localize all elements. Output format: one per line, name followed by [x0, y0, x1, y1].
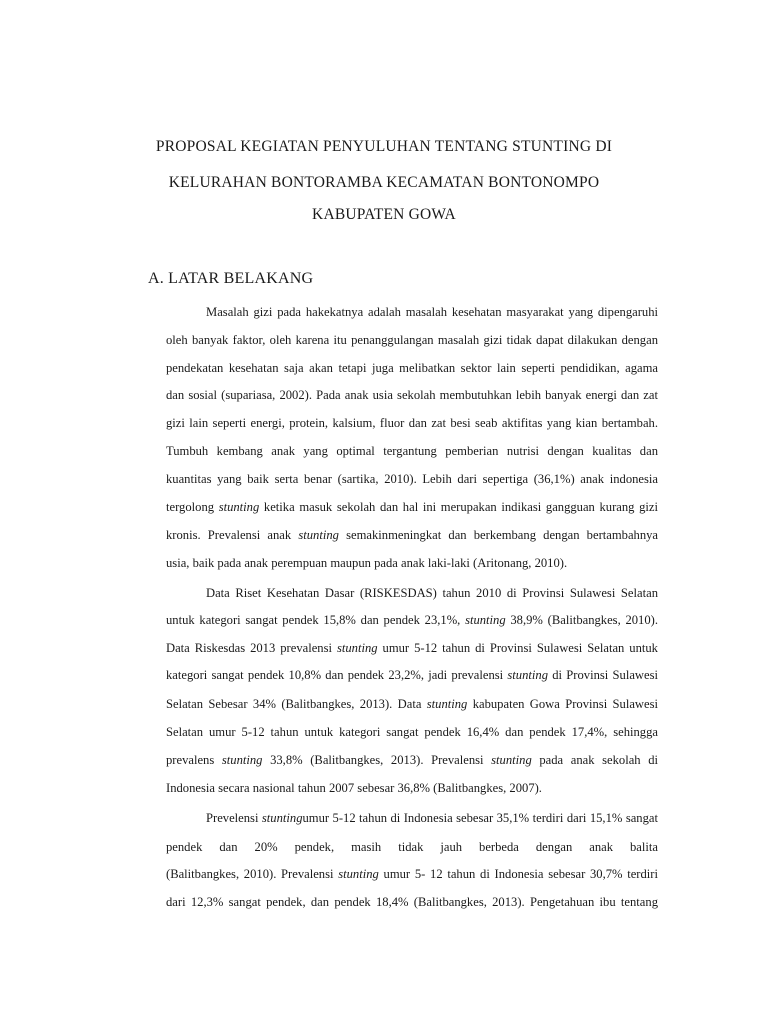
text-run: semakinmeningkat dan berkembang dengan bertambahnya: [338, 528, 659, 542]
text-run: tergolong: [166, 500, 219, 514]
paragraph-line: [166, 612, 658, 628]
text-run: Data Riskesdas 2013 prevalensi: [166, 641, 337, 655]
text-run: di Provinsi Sulawesi: [548, 668, 658, 682]
italic-term: stunting: [218, 500, 260, 514]
text-run: 38,9% (Balitbangkes, 2010).: [505, 613, 658, 627]
paragraph-line: [166, 866, 658, 882]
italic-term: stunting: [298, 528, 339, 542]
paragraph-line: gizi lain seperti energi, protein, kalsium, fluor dan zat besi seab aktifitas yang kian bertambah.: [166, 416, 658, 430]
paragraph-line: [166, 696, 658, 712]
text-run: umur 5- 12 tahun di Indonesia sebesar 30,7% terdiri: [378, 867, 658, 881]
text-run: pada anak sekolah di: [531, 753, 659, 767]
text-run: untuk kategori sangat pendek 15,8% dan pendek 23,1%,: [166, 613, 466, 627]
text-run: ketika masuk sekolah dan hal ini merupakan indikasi gangguan kurang gizi: [259, 500, 658, 514]
paragraph-line: Data Riset Kesehatan Dasar (RISKESDAS) tahun 2010 di Provinsi Sulawesi Selatan: [206, 586, 658, 600]
text-run: 33,8% (Balitbangkes, 2013). Prevalensi: [262, 753, 492, 767]
text-run: Prevelensi: [206, 811, 262, 825]
paragraph-line: kuantitas yang baik serta benar (sartika, 2010). Lebih dari sepertiga (36,1%) anak indonesia: [166, 472, 658, 486]
text-run: umur 5-12 tahun di Provinsi Sulawesi Selatan untuk: [377, 641, 658, 655]
paragraph-line: [166, 499, 658, 515]
text-run: kronis. Prevalensi anak: [166, 528, 299, 542]
italic-term: stunting: [465, 613, 506, 627]
paragraph-line: Tumbuh kembang anak yang optimal tergantung pemberian nutrisi dengan kualitas dan: [166, 444, 658, 458]
paragraph-line: oleh banyak faktor, oleh karena itu penanggulangan masalah gizi tidak dapat dilakukan dengan: [166, 333, 658, 347]
text-run: prevalens: [166, 753, 222, 767]
text-run: kategori sangat pendek 10,8% dan pendek 23,2%, jadi prevalensi: [166, 668, 508, 682]
italic-term: stunting: [336, 641, 378, 655]
paragraph-line: [166, 640, 658, 656]
text-run: Selatan Sebesar 34% (Balitbangkes, 2013). Data: [166, 697, 427, 711]
paragraph-line: usia, baik pada anak perempuan maupun pada anak laki-laki (Aritonang, 2010).: [166, 556, 568, 570]
paragraph-line: Indonesia secara nasional tahun 2007 sebesar 36,8% (Balitbangkes, 2007).: [166, 781, 542, 795]
italic-term: stunting: [338, 867, 379, 881]
italic-term: stunting: [261, 811, 303, 825]
paragraph-line: dan sosial (supariasa, 2002). Pada anak usia sekolah membutuhkan lebih banyak energi dan zat: [166, 388, 658, 402]
paragraph-line: [206, 810, 658, 826]
paragraph-line: pendekatan kesehatan saja akan tetapi juga melibatkan sektor lain seperti pendidikan, agama: [166, 361, 658, 375]
title-line-2: KELURAHAN BONTORAMBA KECAMATAN BONTONOMPO: [168, 174, 600, 191]
italic-term: stunting: [507, 668, 548, 682]
paragraph-line: pendek dan 20% pendek, masih tidak jauh berbeda dengan anak balita: [166, 840, 658, 854]
italic-term: stunting: [426, 697, 468, 711]
paragraph-line: Selatan umur 5-12 tahun untuk kategori sangat pendek 16,4% dan pendek 17,4%, sehingga: [166, 725, 658, 739]
paragraph-line: dari 12,3% sangat pendek, dan pendek 18,4% (Balitbangkes, 2013). Pengetahuan ibu tentang: [166, 895, 658, 909]
text-run: umur 5-12 tahun di Indonesia sebesar 35,1% terdiri dari 15,1% sangat: [302, 811, 658, 825]
italic-term: stunting: [221, 753, 263, 767]
paragraph-line: Masalah gizi pada hakekatnya adalah masalah kesehatan masyarakat yang dipengaruhi: [206, 305, 658, 319]
paragraph-line: [166, 752, 658, 768]
title-line-1: PROPOSAL KEGIATAN PENYULUHAN TENTANG STUNTING DI: [155, 138, 613, 155]
text-run: kabupaten Gowa Provinsi Sulawesi: [467, 697, 659, 711]
italic-term: stunting: [491, 753, 532, 767]
title-line-3: KABUPATEN GOWA: [312, 206, 456, 223]
section-heading: A. LATAR BELAKANG: [148, 270, 314, 287]
text-run: (Balitbangkes, 2010). Prevalensi: [166, 867, 339, 881]
paragraph-line: [166, 667, 658, 683]
paragraph-line: [166, 527, 658, 543]
